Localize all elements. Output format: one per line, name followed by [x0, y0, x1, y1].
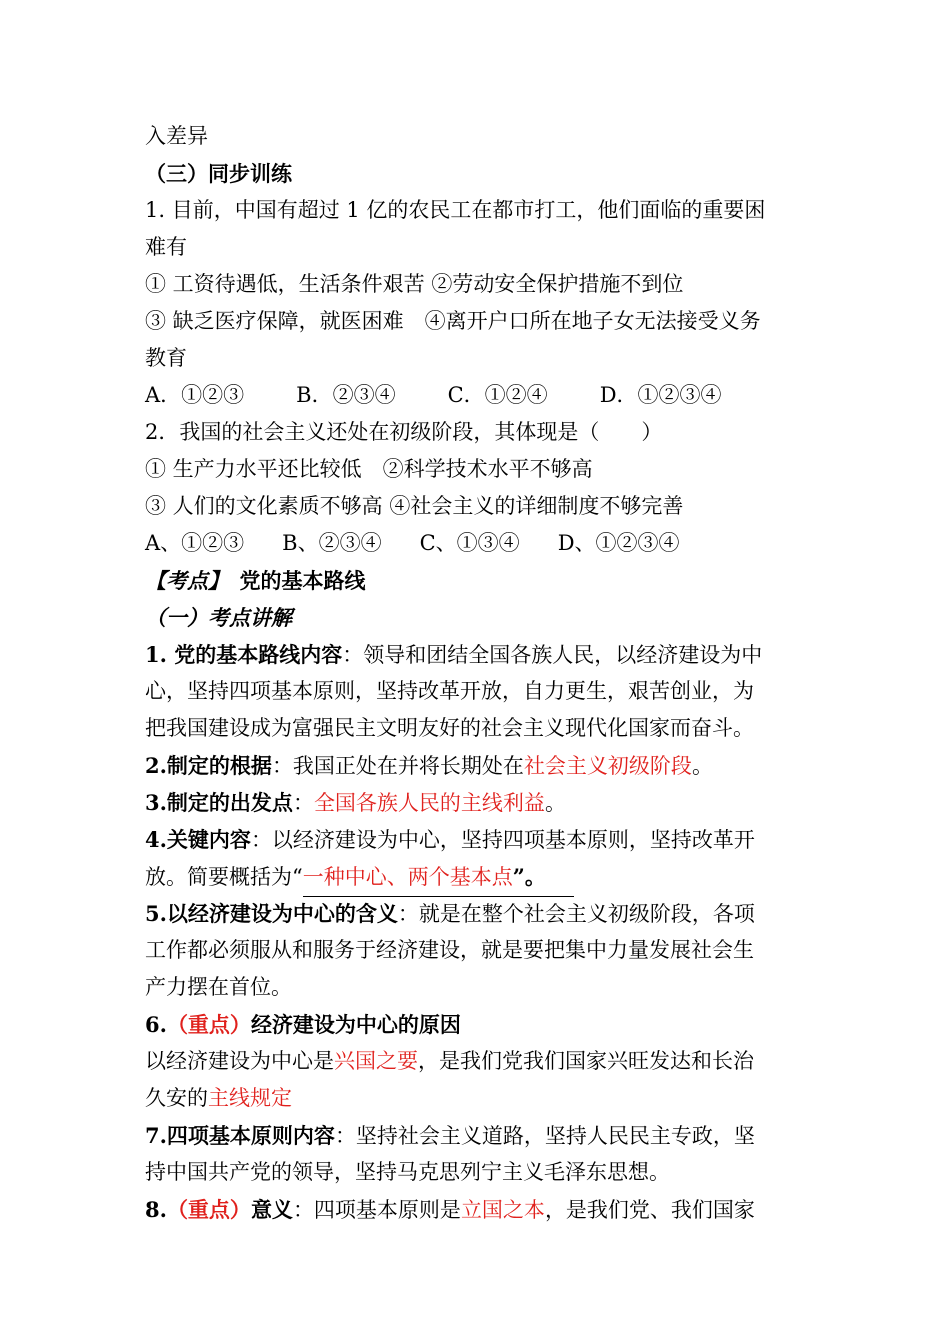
point-8-line-1 [145, 1191, 815, 1228]
option-d: D、①②③④ [557, 531, 680, 555]
point-4-label: 4.关键内容 [145, 827, 251, 852]
point-8-key-tag: （重点） [166, 1197, 251, 1222]
point-7-line-1 [145, 1117, 815, 1154]
question-2-stem: 2．我国的社会主义还处在初级阶段，其体现是（ ） [145, 420, 663, 444]
topic-heading [145, 562, 815, 599]
point-3-highlight: 全国各族人民的主线利益 [313, 791, 545, 815]
question-1-stem-cont: 难有 [145, 235, 187, 259]
point-5-label: 5.以经济建设为中心的含义 [145, 901, 398, 926]
point-6-text-2: ，是我们党我们国家兴旺发达和长治 [418, 1049, 754, 1073]
question-1-item-2: ③ 缺乏医疗保障，就医困难 ④离开户口所在地子女无法接受义务 [145, 309, 761, 333]
document-page [145, 118, 815, 1228]
point-6-line-1 [145, 1043, 815, 1080]
point-2-end: 。 [691, 754, 713, 778]
point-4-line-2 [145, 858, 815, 895]
point-4-highlight: 一种中心、两个基本点 [302, 865, 513, 889]
point-6-highlight-1: 兴国之要 [334, 1049, 418, 1073]
point-8-label: 意义 [250, 1197, 293, 1222]
option-b: B、②③④ [282, 531, 382, 555]
option-b: B．②③④ [296, 383, 396, 407]
topic-prefix: 【考点】 [145, 568, 219, 593]
option-d: D．①②③④ [599, 383, 722, 407]
topic-title: 党的基本路线 [218, 568, 366, 593]
point-8-text: ：四项基本原则是 [292, 1198, 461, 1222]
point-5-line-1 [145, 895, 815, 932]
point-3-end: 。 [544, 791, 566, 815]
question-1-item-2-cont: 教育 [145, 346, 187, 370]
point-7-label: 7.四项基本原则内容 [145, 1123, 335, 1148]
point-6-heading [145, 1006, 815, 1043]
point-6-highlight-2: 主线规定 [208, 1086, 292, 1110]
option-a: A、①②③ [145, 531, 245, 555]
point-1-text: ：领导和团结全国各族人民，以经济建设为中 [342, 643, 763, 667]
option-a: A．①②③ [145, 383, 245, 407]
point-5-line-3: 产力摆在首位。 [145, 975, 292, 999]
question-1-stem: 1. 目前，中国有超过 1 亿的农民工在都市打工，他们面临的重要困 [145, 198, 766, 222]
point-3 [145, 784, 815, 821]
point-4-end: ”。 [512, 864, 546, 889]
point-1-line-2: 心，坚持四项基本原则，坚持改革开放，自力更生，艰苦创业，为 [145, 679, 754, 703]
point-1-label: 1. 党的基本路线内容 [145, 642, 343, 667]
point-6-text: 以经济建设为中心是 [145, 1049, 334, 1073]
point-7-line-2: 持中国共产党的领导，坚持马克思列宁主义毛泽东思想。 [145, 1160, 670, 1184]
question-2-item-2: ③ 人们的文化素质不够高 ④社会主义的详细制度不够完善 [145, 494, 684, 518]
point-4-line-1 [145, 821, 815, 858]
point-8-text-2: ，是我们党、我们国家 [544, 1198, 755, 1222]
question-1-item-1: ① 工资待遇低，生活条件艰苦 ②劳动安全保护措施不到位 [145, 272, 684, 296]
point-6-num: 6. [145, 1012, 167, 1037]
point-6-line-2 [145, 1080, 815, 1117]
option-c: C、①③④ [419, 531, 520, 555]
point-3-text: ： [292, 791, 314, 815]
point-2-text: ：我国正处在并将长期处在 [271, 754, 524, 778]
question-1-options [145, 377, 815, 414]
point-8-num: 8. [145, 1197, 167, 1222]
option-c: C．①②④ [447, 383, 548, 407]
point-1-line-3: 把我国建设成为富强民主文明友好的社会主义现代化国家而奋斗。 [145, 716, 754, 740]
point-7-text: ：坚持社会主义道路，坚持人民民主专政，坚 [334, 1124, 755, 1148]
point-8-highlight: 立国之本 [460, 1198, 545, 1222]
point-4-text-2: 放。简要概括为“ [145, 865, 303, 889]
point-1-line-1 [145, 636, 815, 673]
point-2-label: 2.制定的根据 [145, 753, 272, 778]
question-2-options [145, 525, 815, 562]
point-2 [145, 747, 815, 784]
point-4-text: ：以经济建设为中心，坚持四项基本原则，坚持改革开 [250, 828, 755, 852]
point-3-label: 3.制定的出发点 [145, 790, 293, 815]
point-5-text: ：就是在整个社会主义初级阶段，各项 [397, 902, 755, 926]
point-5-line-2: 工作都必须服从和服务于经济建设，就是要把集中力量发展社会生 [145, 938, 754, 962]
point-2-highlight: 社会主义初级阶段 [523, 754, 692, 778]
question-2-item-1: ① 生产力水平还比较低 ②科学技术水平不够高 [145, 457, 593, 481]
point-4-underline [303, 858, 574, 897]
text-line: 入差异 [145, 124, 208, 148]
section-heading: （三）同步训练 [145, 161, 292, 186]
topic-subheading: （一）考点讲解 [145, 605, 292, 630]
point-6-label: 经济建设为中心的原因 [250, 1012, 461, 1037]
point-6-text-3: 久安的 [145, 1086, 208, 1110]
point-6-key-tag: （重点） [166, 1012, 251, 1037]
